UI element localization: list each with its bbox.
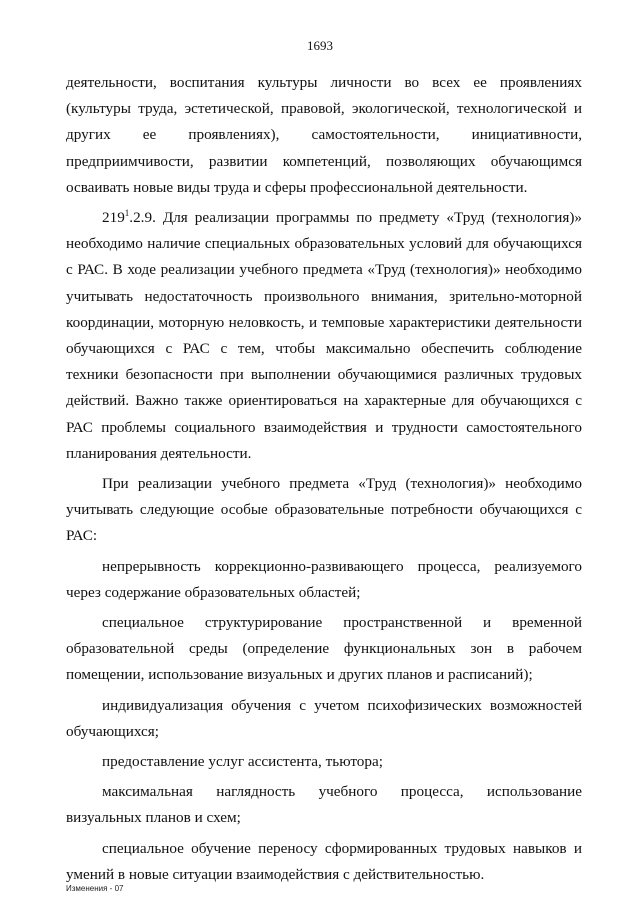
paragraph-continuation: деятельности, воспитания культуры личности во всех ее проявлениях (культуры труда, эстетической, правовой, экологической, технологической и других ее проявлениях), самостоятельности, инициативности, предприимчивости, развитии компетенций, позволяющих обучающимся осваивать новые виды труда и сферы профессиональной деятельности. [66, 74, 582, 196]
section-number: 219 [102, 209, 125, 227]
section-number-superscript: 1 [124, 207, 130, 218]
section-text: .2.9. Для реализации программы по предмету «Труд (технология)» необходимо наличие специальных образовательных условий для обучающихся с РАС. В ходе реализации учебного предмета «Труд (технология)» необходимо учитывать недостаточность произвольного внимания, зрительно-моторной координации, моторную неловкость, и темповые характеристики деятельности обучающихся с РАС с тем, чтобы максимально обеспечить соблюдение техники безопасности при выполнении обучающимися различных трудовых действий. Важно также ориентироваться на характерные для обучающихся с РАС проблемы социального взаимодействия и трудности самостоятельного планирования деятельности. [66, 209, 582, 462]
paragraph-needs-intro: При реализации учебного предмета «Труд (технология)» необходимо учитывать следующие особые образовательные потребности обучающихся с РАС: [66, 475, 582, 545]
list-item-transfer-training: специальное обучение переносу сформированных трудовых навыков и умений в новые ситуации взаимодействия с действительностью. [66, 839, 582, 883]
list-item-structuring: специальное структурирование пространственной и временной образовательной среды (определение функциональных зон в рабочем помещении, использование визуальных и других планов и расписаний); [66, 614, 582, 684]
list-item-individualization: индивидуализация обучения с учетом психофизических возможностей обучающихся; [66, 696, 582, 740]
page-number: 1693 [307, 38, 333, 53]
list-item-continuity: непрерывность коррекционно-развивающего процесса, реализуемого через содержание образовательных областей; [66, 557, 582, 601]
paragraph-section-219-1-2-9 [66, 205, 582, 467]
list-item-visualization: максимальная наглядность учебного процесса, использование визуальных планов и схем; [66, 783, 582, 827]
footer-changes-note: Изменения - 07 [66, 884, 124, 893]
list-item-assistant: предоставление услуг ассистента, тьютора; [102, 753, 383, 771]
document-body [66, 70, 582, 888]
